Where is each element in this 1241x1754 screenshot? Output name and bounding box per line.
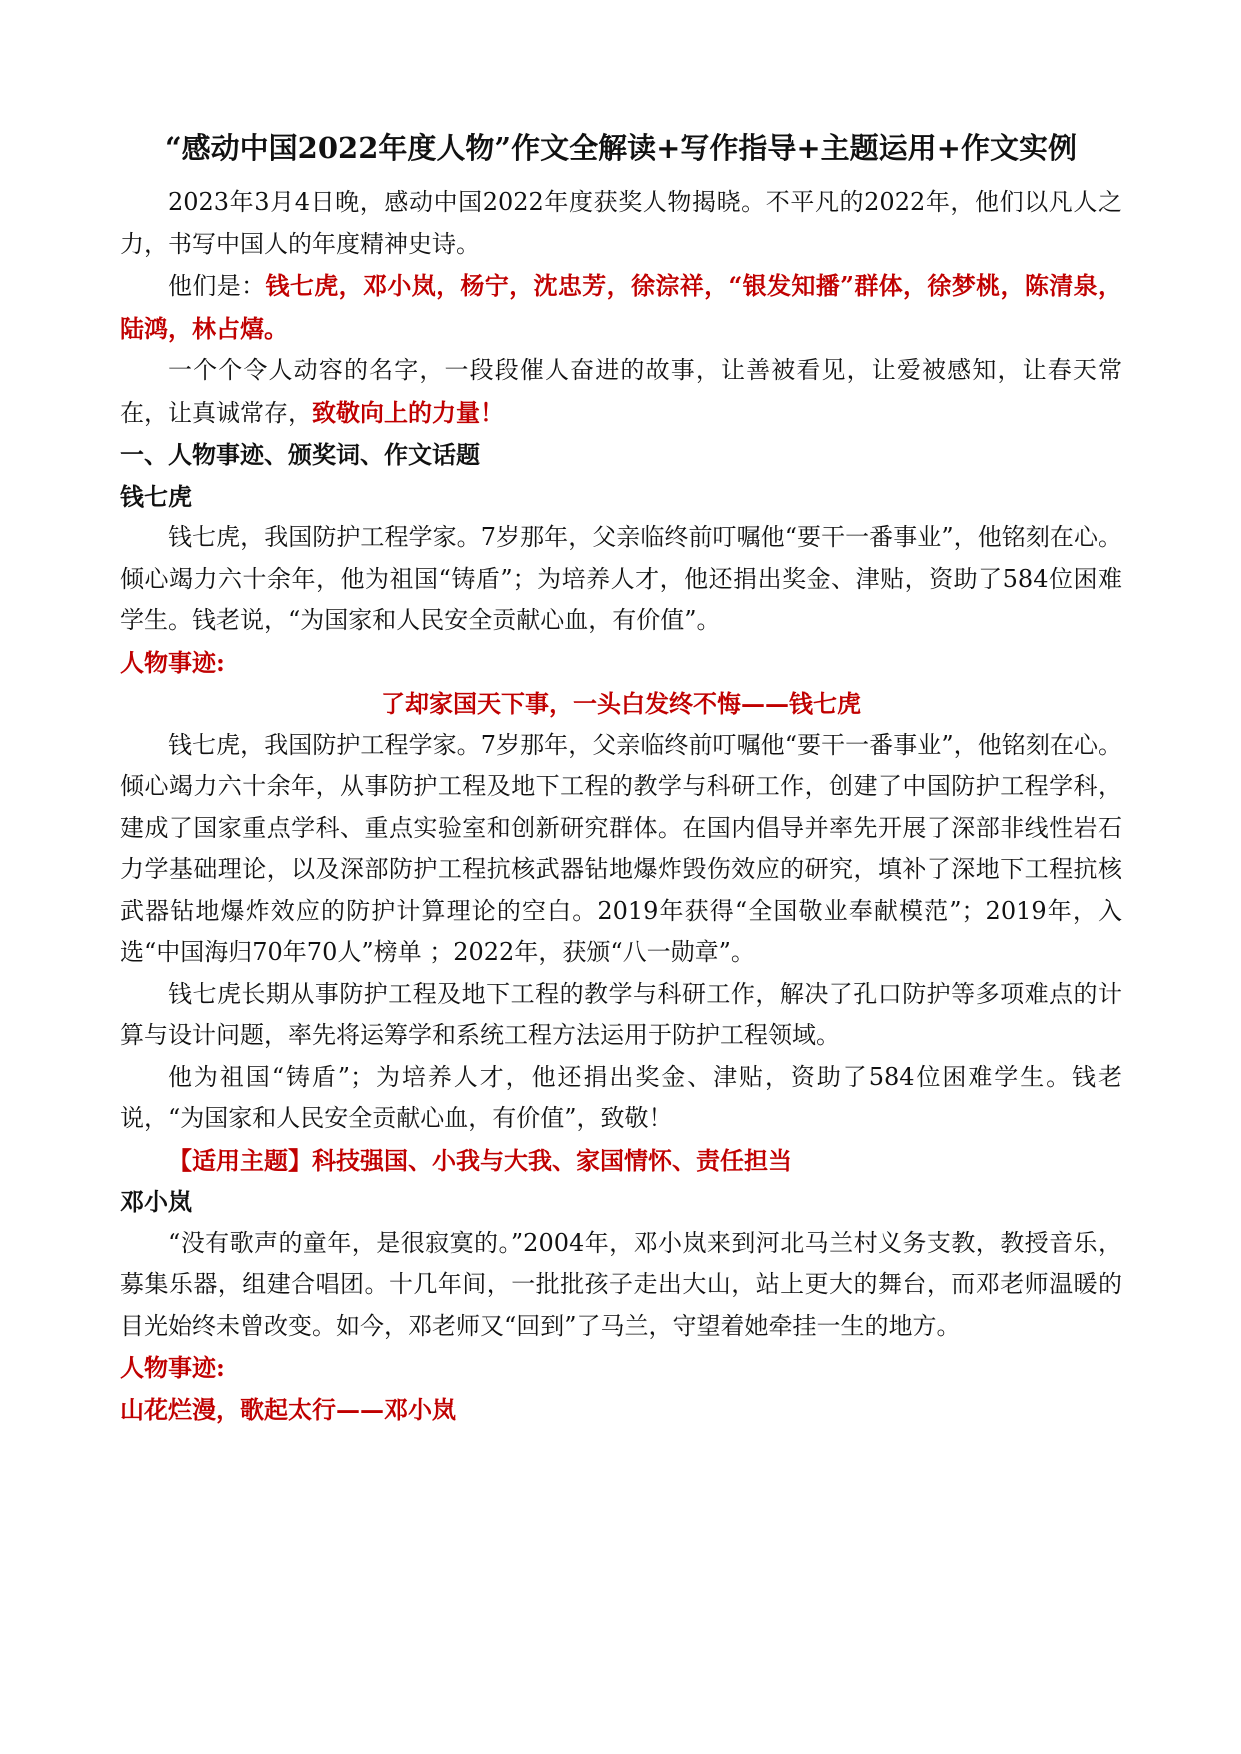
intro-paragraph-3 — [120, 350, 1122, 434]
qian-subtitle: 了却家国天下事，一头白发终不悔——钱七虎 — [381, 689, 861, 718]
deng-deeds-label: 人物事迹: — [120, 1353, 225, 1382]
intro-paragraph-2 — [120, 265, 1122, 350]
intro-p3-text: 一个个令人动容的名字，一段段催人奋进的故事，让善被看见，让爱被感知，让春天常在，让真诚常存， — [120, 356, 1122, 427]
person-name-deng: 邓小岚 — [120, 1187, 192, 1216]
qian-deeds-paragraph-2: 钱七虎长期从事防护工程及地下工程的教学与科研工作，解决了孔口防护等多项难点的计算与设计问题，率先将运筹学和系统工程方法运用于防护工程领域。 — [120, 979, 1122, 1049]
deng-summary: “没有歌声的童年，是很寂寞的。”2004年，邓小岚来到河北马兰村义务支教，教授音乐，募集乐器，组建合唱团。十几年间，一批批孩子走出大山，站上更大的舞台，而邓老师温暖的目光始终未曾改变。如今，邓老师又“回到”了马兰，守望着她牵挂一生的地方。 — [120, 1228, 1122, 1340]
document-page — [120, 128, 1122, 1430]
qian-summary: 钱七虎，我国防护工程学家。7岁那年，父亲临终前叮嘱他“要干一番事业”，他铭刻在心。倾心竭力六十余年，他为祖国“铸盾”；为培养人才，他还捐出奖金、津贴，资助了584位困难学生。钱老说，“为国家和人民安全贡献心血，有价值”。 — [120, 523, 1122, 634]
qian-theme: 【适用主题】科技强国、小我与大我、家国情怀、责任担当 — [168, 1145, 792, 1175]
document-title: “感动中国2022年度人物”作文全解读+写作指导+主题运用+作文实例 — [165, 131, 1077, 165]
intro-prefix: 他们是： — [168, 272, 266, 300]
qian-deeds-paragraph-3: 他为祖国“铸盾”；为培养人才，他还捐出奖金、津贴，资助了584位困难学生。钱老说，“为国家和人民安全贡献心血，有价值”，致敬！ — [120, 1062, 1122, 1132]
intro-p3-highlight: 致敬向上的力量！ — [312, 397, 504, 427]
deng-subtitle: 山花烂漫，歌起太行——邓小岚 — [120, 1394, 456, 1424]
qian-deeds-label: 人物事迹: — [120, 647, 225, 677]
intro-paragraph-1: 2023年3月4日晚，感动中国2022年度获奖人物揭晓。不平凡的2022年，他们以凡人之力，书写中国人的年度精神史诗。 — [120, 188, 1122, 258]
person-name-qian: 钱七虎 — [120, 481, 192, 511]
honoree-names: 钱七虎，邓小岚，杨宁，沈忠芳，徐淙祥，“银发知播”群体，徐梦桃，陈清泉，陆鸿，林占熺。 — [120, 271, 1123, 343]
qian-deeds-paragraph-1: 钱七虎，我国防护工程学家。7岁那年，父亲临终前叮嘱他“要干一番事业”，他铭刻在心。倾心竭力六十余年，从事防护工程及地下工程的教学与科研工作，创建了中国防护工程学科，建成了国家重点学科、重点实验室和创新研究群体。在国内倡导并率先开展了深部非线性岩石力学基础理论，以及深部防护工程抗核武器钻地爆炸毁伤效应的研究，填补了深地下工程抗核武器钻地爆炸效应的防护计算理论的空白。2019年获得“全国敬业奉献模范”；2019年，入选“中国海归70年70人”榜单 ；2022年，获颁“八一勋章”。 — [120, 730, 1122, 966]
section-heading: 一、人物事迹、颁奖词、作文话题 — [120, 440, 480, 469]
